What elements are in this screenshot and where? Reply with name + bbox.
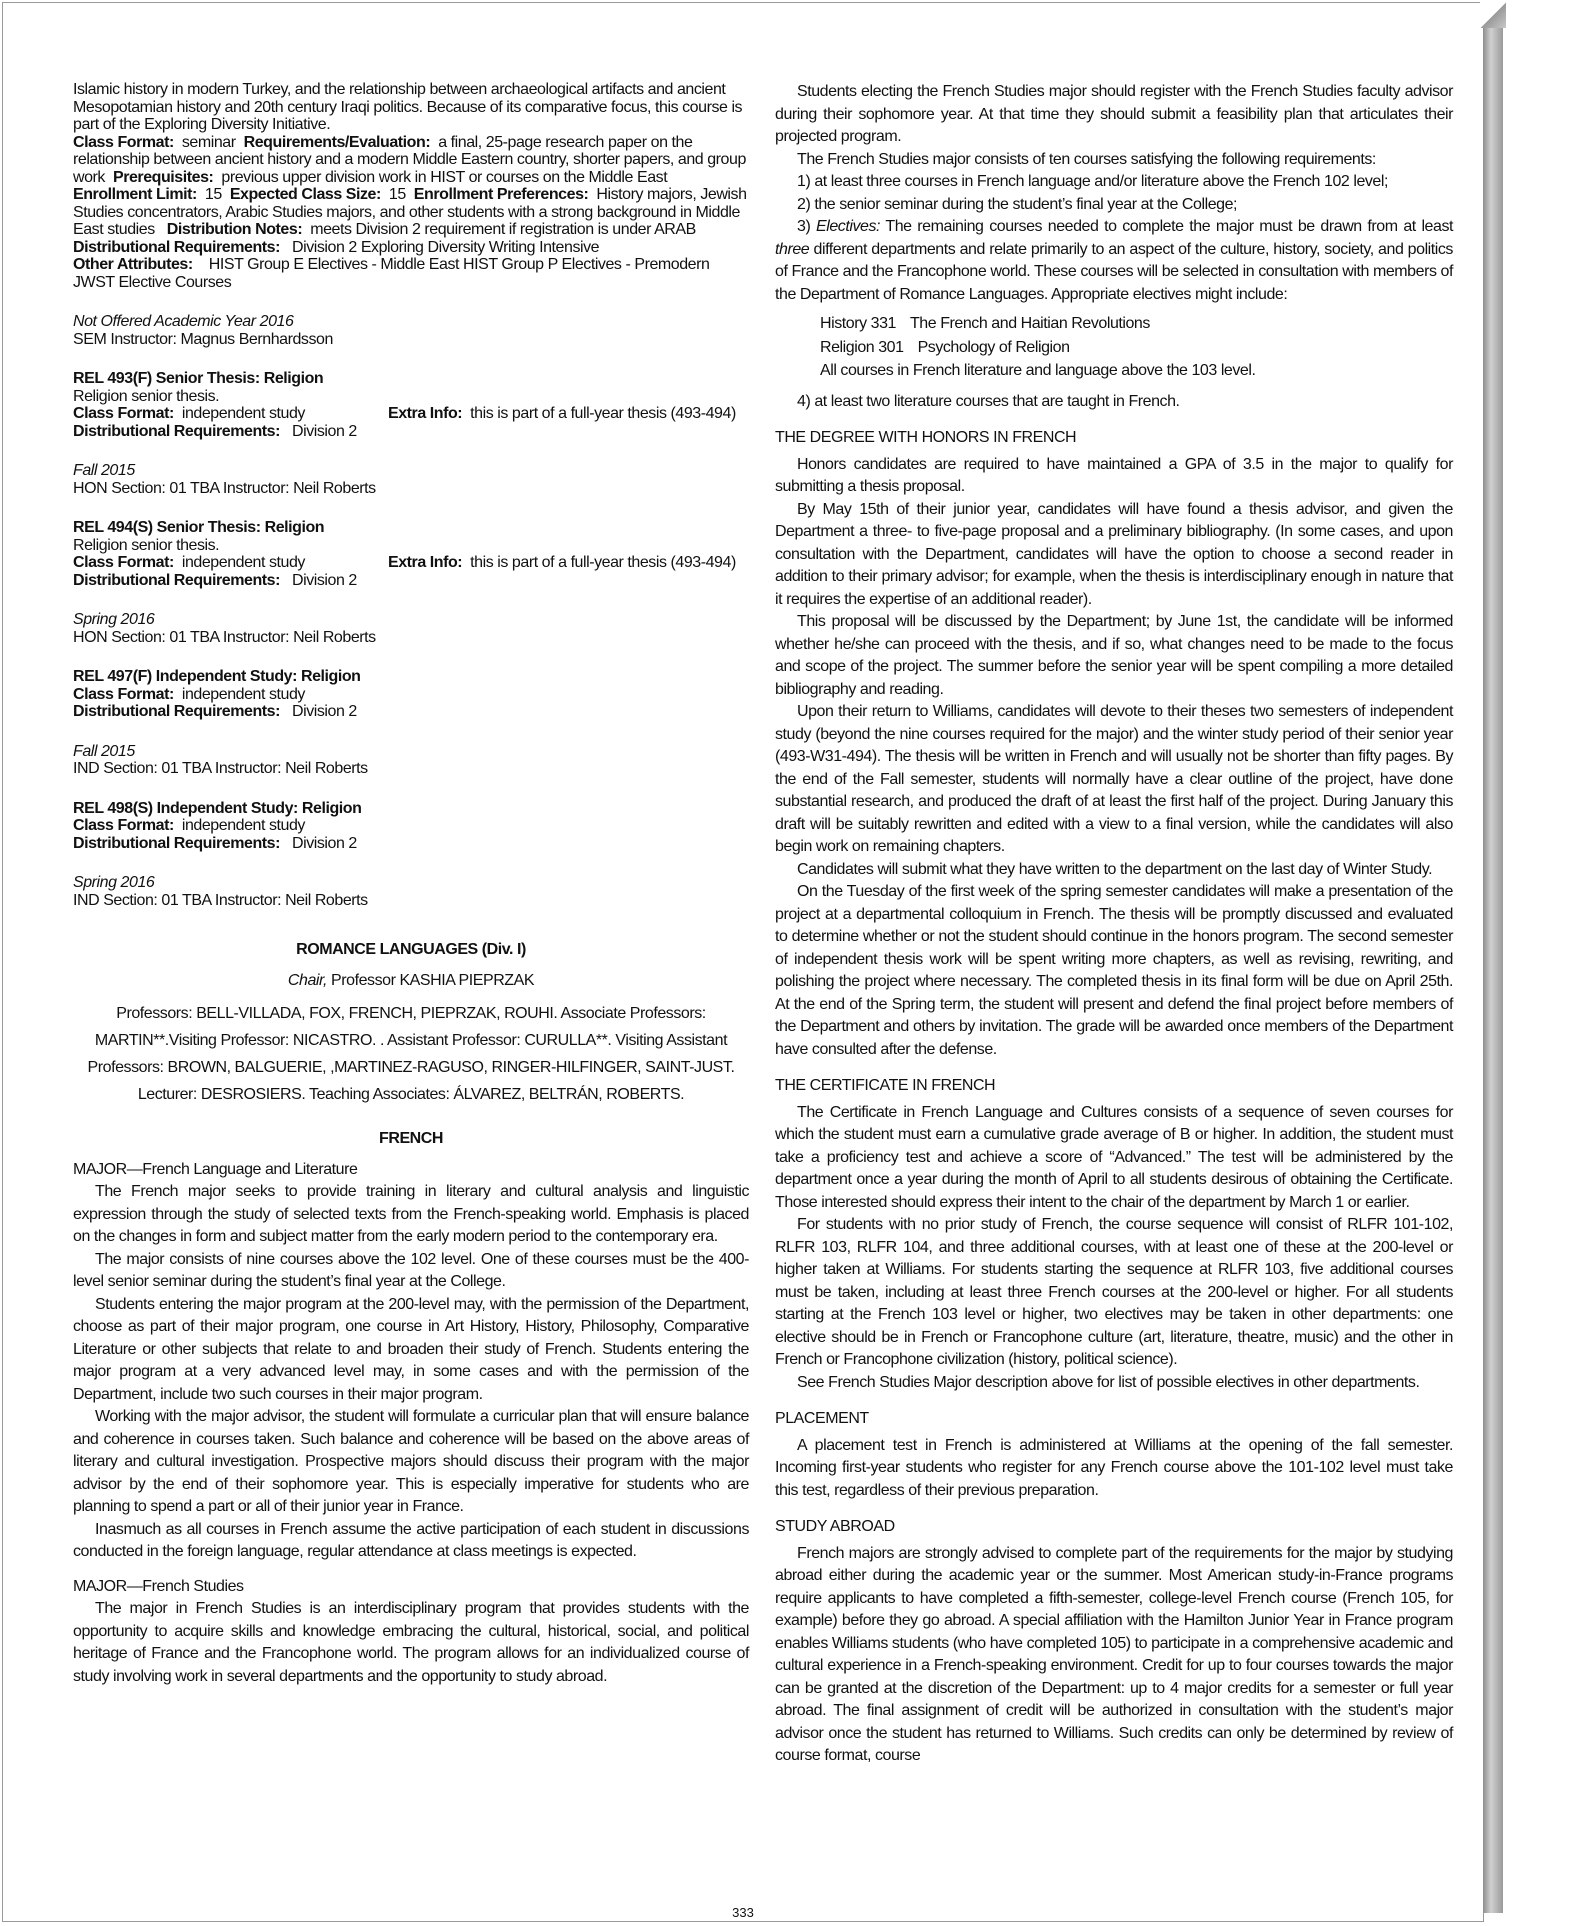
paragraph: The French major seeks to provide training in literary and cultural analysis and linguistic expression through the study of selected texts from the French-speaking world. Emphasis is placed on the changes in form and subject matter from the early modern period to the contemporary era. (73, 1183, 749, 1245)
course-section: IND Section: 01 TBA Instructor: Neil Roberts (73, 760, 368, 777)
department-faculty: Professors: BELL-VILLADA, FOX, FRENCH, PIEPRZAK, ROUHI. Associate Professors: MARTIN**.Visiting Professor: NICASTRO. . Assistant Professor: CURULLA**. Visiting Assistant Professors: BROWN, BALGUERIE, ,MARTINEZ-RAGUSO, RINGER-HILFINGER, SAINT-JUST. Lecturer: DESROSIERS. Teaching Associates: ÁLVAREZ, BELTRÁN, ROBERTS. (87, 1005, 735, 1103)
requirement-4: 4) at least two literature courses that are taught in French. (797, 392, 1180, 410)
hist-distribution: Distributional Requirements: Division 2 Exploring Diversity Writing Intensive (73, 238, 600, 256)
paragraph: Students electing the French Studies major should register with the French Studies faculty advisor during their sophomore year. At that time they should submit a feasibility plan that articulates their projected program. (775, 83, 1453, 145)
paragraph: The French Studies major consists of ten courses satisfying the following requirements: (797, 150, 1376, 168)
right-column (775, 81, 1453, 1768)
honors-heading: THE DEGREE WITH HONORS IN FRENCH (775, 429, 1077, 446)
course-rel-497: REL 497(F) Independent Study: Religion Class Format: independent study Distributional Requirements: Division 2 (73, 668, 749, 721)
course-title: REL 498(S) Independent Study: Religion (73, 799, 362, 817)
page-number: 333 (732, 1905, 754, 1920)
section-title-french: FRENCH (379, 1130, 443, 1147)
hist-course-details: Class Format: seminar Requirements/Evaluation: a final, 25-page research paper on the relationship between ancient history and a modern Middle Eastern country, shorter papers, and group work Prerequisites: previous upper division work in HIST or courses on the Middle East (73, 133, 746, 186)
requirement-3: 3) Electives: The remaining courses needed to complete the major must be drawn from at least three different departments and relate primarily to an aspect of the culture, history, society, and politics of France and the Francophone world. These courses will be selected in consultation with members of the Department of Romance Languages. Appropriate electives might include: (775, 218, 1453, 303)
left-column (73, 81, 749, 1688)
paragraph: Working with the major advisor, the student will formulate a curricular plan that will ensure balance and coherence in courses taken. Such balance and coherence will be based on the above areas of literary and cultural investigation. Prospective majors should discuss their program with the major advisor by the end of their sophomore year. This is especially imperative for students who are planning to spend a part or all of their junior year in France. (73, 1408, 749, 1515)
hist-section: SEM Instructor: Magnus Bernhardsson (73, 330, 333, 348)
list-item: History 331 The French and Haitian Revolutions (820, 315, 1150, 332)
course-term: Fall 2015 (73, 462, 135, 479)
paragraph: For students with no prior study of French, the course sequence will consist of RLFR 101-102, RLFR 103, RLFR 104, and three additional courses, with at least one of these at the 200-level or higher taken at Williams. For students starting the sequence at RLFR 103, five additional courses must be taken, including at least three French courses at the 200-level or higher. For all students starting at the French 103 level or higher, two electives may be taken in other departments: one elective should be in French or Francophone culture (art, literature, theatre, music) and the other in French or Francophone civilization (history, political science). (775, 1216, 1453, 1368)
study-abroad-heading: STUDY ABROAD (775, 1518, 895, 1535)
paragraph: French majors are strongly advised to complete part of the requirements for the major by studying abroad either during the academic year or the summer. Most American study-in-France programs require applicants to have completed a fifth-semester, college-level French course (French 105, for example) before they go abroad. A special affiliation with the Hamilton Junior Year in France program enables Williams students (who have completed 105) to participate in a comprehensive academic and cultural experience in a French-speaking environment. Credit for up to four courses towards the major can be granted at the discretion of the Department: up to 4 major credits for a semester or full year abroad. The final assignment of credit will be authorized in consultation with the student’s major advisor once the student has returned to Williams. Such credits can only be determined by review of course format, course (775, 1544, 1453, 1764)
electives-list (775, 312, 1453, 383)
list-item: All courses in French literature and language above the 103 level. (820, 362, 1256, 379)
hist-term: Not Offered Academic Year 2016 (73, 313, 294, 330)
course-term: Spring 2016 (73, 874, 155, 891)
paragraph: The Certificate in French Language and Cultures consists of a sequence of seven courses for which the student must earn a cumulative grade average of B or higher. In addition, the student must take a proficiency test and achieve a score of “Advanced.” The test will be administered by the department once a year during the month of April to all students desirous of obtaining the Certificate. Those interested should express their intent to the chair of the department by March 1 or earlier. (775, 1103, 1453, 1211)
certificate-heading: THE CERTIFICATE IN FRENCH (775, 1077, 996, 1094)
department-chair: Chair, Professor KASHIA PIEPRZAK (287, 971, 535, 989)
course-term: Spring 2016 (73, 611, 155, 628)
list-item: Religion 301 Psychology of Religion (820, 338, 1070, 356)
paragraph: See French Studies Major description above for list of possible electives in other departments. (797, 1373, 1420, 1391)
department-title: ROMANCE LANGUAGES (Div. I) (296, 941, 526, 958)
course-title: REL 494(S) Senior Thesis: Religion (73, 519, 325, 536)
course-section: HON Section: 01 TBA Instructor: Neil Roberts (73, 628, 376, 646)
paragraph: Candidates will submit what they have written to the department on the last day of Winter Study. (797, 860, 1433, 878)
course-desc: Religion senior thesis. (73, 536, 220, 554)
paragraph: On the Tuesday of the first week of the spring semester candidates will make a presentation of the project at a departmental colloquium in French. The thesis will be promptly discussed and evaluated to determine whether or not the student should continue in the honors program. The second semester of independent thesis work will be spent writing more chapters, as well as revising, rewriting, and polishing the project where necessary. The completed thesis in its final form will be due on April 25th. At the end of the Spring term, the student will present and defend the final project before members of the Department and others by invitation. The grade will be awarded once members of the Department have consulted after the defense. (775, 883, 1453, 1058)
course-rel-494: REL 494(S) Senior Thesis: Religion Religion senior thesis. Class Format: independent study Extra Info: this is part of a full-year thesis (493-494) Distributional Requirements: Division 2 (73, 519, 749, 589)
course-section: HON Section: 01 TBA Instructor: Neil Roberts (73, 479, 376, 497)
course-term: Fall 2015 (73, 742, 135, 760)
document-page (2, 2, 1484, 1922)
paragraph: Inasmuch as all courses in French assume the active participation of each student in discussions conducted in the foreign language, regular attendance at class meetings is expected. (73, 1520, 749, 1560)
paragraph: Upon their return to Williams, candidates will devote to their theses two semesters of independent study (beyond the nine courses required for the major) and the winter study period of their senior year (493-W31-494). The thesis will be written in French and will usually not be shorter than fifty pages. By the end of the Fall semester, students will normally have a clear outline of the project, have done substantial research, and produced the draft of at least the first half of the project. During January this draft will be suitably rewritten and edited with a view to a final version, while the candidates will also begin work on remaining chapters. (775, 703, 1453, 855)
course-desc: Religion senior thesis. (73, 387, 220, 405)
requirement-2: 2) the senior seminar during the student’s final year at the College; (797, 195, 1238, 213)
hist-attributes: Other Attributes: HIST Group E Electives - Middle East HIST Group P Electives - Premodern JWST Elective Courses (73, 256, 710, 291)
paragraph: This proposal will be discussed by the Department; by June 1st, the candidate will be informed whether he/she can proceed with the thesis, and if so, what changes need to be made to the focus and scope of the project. The summer before the senior year will be spent compiling a more detailed bibliography and reading. (775, 613, 1453, 698)
paragraph: By May 15th of their junior year, candidates will have found a thesis advisor, and given the Department a three- to five-page proposal and a preliminary bibliography. (In some cases, and upon consultation with the Department, candidates will have the option to choose a second reader in addition to their primary advisor; for example, when the thesis is interdisciplinary enough in nature that it requires the expertise of an additional reader). (775, 500, 1453, 608)
course-title: REL 493(F) Senior Thesis: Religion (73, 370, 324, 387)
requirement-1: 1) at least three courses in French language and/or literature above the French 102 level; (797, 173, 1388, 190)
course-title: REL 497(F) Independent Study: Religion (73, 668, 361, 685)
hist-enrollment-details: Enrollment Limit: 15 Expected Class Size: 15 Enrollment Preferences: History majors, Jewish Studies concentrators, Arabic Studies majors, and other students with a strong background in Middle East studies Distribution Notes: meets Division 2 requirement if registration is under ARAB (73, 186, 747, 238)
course-rel-498: REL 498(S) Independent Study: Religion Class Format: independent study Distributional Requirements: Division 2 (73, 800, 749, 853)
paragraph: A placement test in French is administered at Williams at the opening of the fall semester. Incoming first-year students who register for any French course above the 101-102 level must take this test, regardless of their previous preparation. (775, 1436, 1453, 1499)
paragraph: Students entering the major program at the 200-level may, with the permission of the Department, choose as part of their major program, one course in Art History, History, Philosophy, Comparative Literature or other subjects that relate to and broaden their study of French. Students entering the major program at a very advanced level may, in some cases and with the permission of the Department, include two such courses in their major program. (73, 1295, 749, 1403)
course-intro-text: Islamic history in modern Turkey, and the relationship between archaeological artifacts and ancient Mesopotamian history and 20th century Iraqi politics. Because of its comparative focus, this course is part of the Exploring Diversity Initiative. (73, 81, 743, 133)
page-curl-edge (1483, 8, 1503, 1913)
paragraph: The major in French Studies is an interdisciplinary program that provides students with the opportunity to acquire skills and knowledge embracing the cultural, historical, social, and political heritage of France and the Francophone world. The program allows for an individualized course of study involving work in several departments and the opportunity to study abroad. (73, 1600, 749, 1685)
course-rel-493: REL 493(F) Senior Thesis: Religion Religion senior thesis. Class Format: independent study Extra Info: this is part of a full-year thesis (493-494) Distributional Requirements: Division 2 (73, 370, 749, 440)
major-studies-heading: MAJOR—French Studies (73, 1577, 244, 1595)
course-section: IND Section: 01 TBA Instructor: Neil Roberts (73, 891, 368, 909)
placement-heading: PLACEMENT (775, 1410, 869, 1427)
paragraph: The major consists of nine courses above the 102 level. One of these courses must be the 400-level senior seminar during the student’s final year at the College. (73, 1250, 749, 1290)
major-lit-heading: MAJOR—French Language and Literature (73, 1160, 358, 1178)
page-corner-fold (1480, 2, 1506, 28)
paragraph: Honors candidates are required to have maintained a GPA of 3.5 in the major to qualify for submitting a thesis proposal. (775, 455, 1453, 495)
